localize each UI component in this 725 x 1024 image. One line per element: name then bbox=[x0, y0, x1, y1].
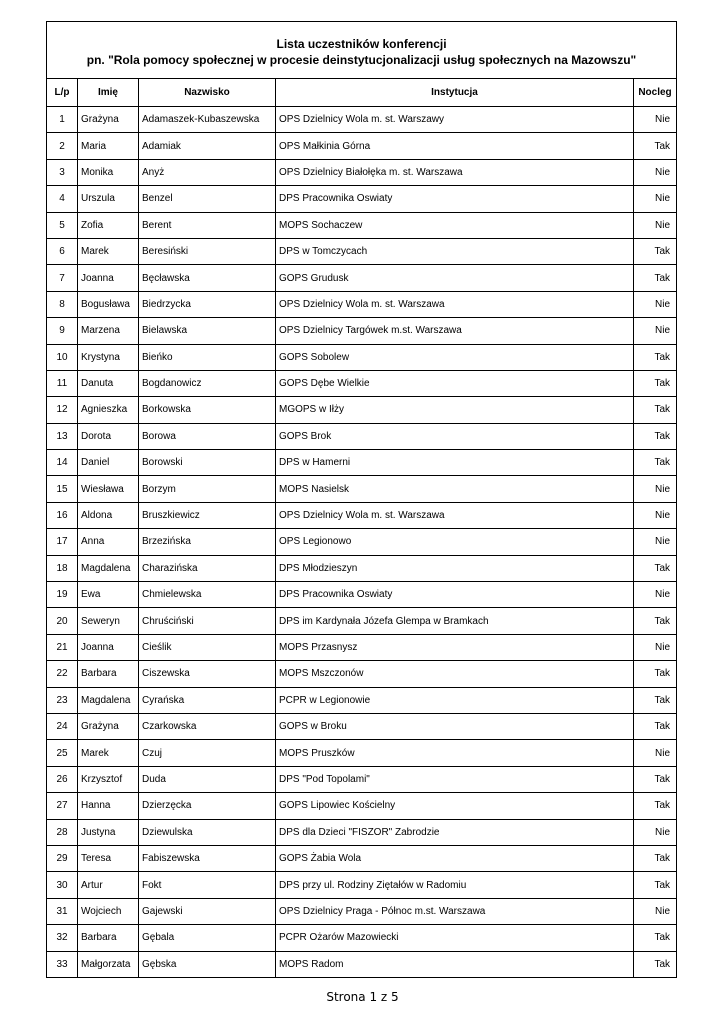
cell-nazwisko: Borkowska bbox=[139, 397, 276, 423]
cell-nazwisko: Ciszewska bbox=[139, 661, 276, 687]
cell-lp: 8 bbox=[47, 291, 78, 317]
table-row bbox=[47, 529, 677, 555]
cell-instytucja: MOPS Sochaczew bbox=[276, 212, 634, 238]
cell-nazwisko: Fabiszewska bbox=[139, 845, 276, 871]
cell-imie: Wojciech bbox=[78, 898, 139, 924]
cell-nazwisko: Brzezińska bbox=[139, 529, 276, 555]
cell-lp: 30 bbox=[47, 872, 78, 898]
cell-instytucja: OPS Dzielnicy Wola m. st. Warszawa bbox=[276, 502, 634, 528]
cell-instytucja: OPS Dzielnicy Praga - Północ m.st. Warszawa bbox=[276, 898, 634, 924]
cell-nocleg: Tak bbox=[634, 555, 677, 581]
cell-lp: 24 bbox=[47, 713, 78, 739]
title-line-1: Lista uczestników konferencji bbox=[276, 37, 447, 51]
table-row bbox=[47, 133, 677, 159]
cell-instytucja: PCPR Ożarów Mazowiecki bbox=[276, 925, 634, 951]
cell-lp: 33 bbox=[47, 951, 78, 977]
cell-nocleg: Nie bbox=[634, 107, 677, 133]
cell-lp: 19 bbox=[47, 582, 78, 608]
cell-nazwisko: Bęcławska bbox=[139, 265, 276, 291]
cell-imie: Małgorzata bbox=[78, 951, 139, 977]
cell-nocleg: Nie bbox=[634, 502, 677, 528]
cell-lp: 21 bbox=[47, 634, 78, 660]
cell-nocleg: Nie bbox=[634, 212, 677, 238]
cell-nocleg: Nie bbox=[634, 476, 677, 502]
table-row bbox=[47, 872, 677, 898]
cell-imie: Grażyna bbox=[78, 713, 139, 739]
cell-nazwisko: Bogdanowicz bbox=[139, 370, 276, 396]
cell-nazwisko: Charazińska bbox=[139, 555, 276, 581]
cell-nazwisko: Chruściński bbox=[139, 608, 276, 634]
cell-lp: 4 bbox=[47, 186, 78, 212]
page-footer: Strona 1 z 5 bbox=[326, 990, 399, 1004]
cell-lp: 25 bbox=[47, 740, 78, 766]
cell-nazwisko: Adamiak bbox=[139, 133, 276, 159]
table-row bbox=[47, 661, 677, 687]
cell-lp: 29 bbox=[47, 845, 78, 871]
cell-lp: 23 bbox=[47, 687, 78, 713]
cell-imie: Krzysztof bbox=[78, 766, 139, 792]
cell-instytucja: DPS "Pod Topolami" bbox=[276, 766, 634, 792]
cell-imie: Barbara bbox=[78, 925, 139, 951]
cell-imie: Monika bbox=[78, 159, 139, 185]
cell-nazwisko: Dziewulska bbox=[139, 819, 276, 845]
cell-imie: Daniel bbox=[78, 450, 139, 476]
cell-nocleg: Nie bbox=[634, 740, 677, 766]
cell-lp: 10 bbox=[47, 344, 78, 370]
cell-lp: 28 bbox=[47, 819, 78, 845]
header-imie: Imię bbox=[78, 79, 139, 107]
table-row bbox=[47, 107, 677, 133]
cell-nazwisko: Biedrzycka bbox=[139, 291, 276, 317]
cell-nazwisko: Borowski bbox=[139, 450, 276, 476]
cell-nocleg: Tak bbox=[634, 661, 677, 687]
cell-imie: Bogusława bbox=[78, 291, 139, 317]
cell-lp: 13 bbox=[47, 423, 78, 449]
cell-nazwisko: Adamaszek-Kubaszewska bbox=[139, 107, 276, 133]
cell-nocleg: Tak bbox=[634, 133, 677, 159]
cell-nocleg: Nie bbox=[634, 529, 677, 555]
cell-instytucja: GOPS Grudusk bbox=[276, 265, 634, 291]
header-lp: L/p bbox=[47, 79, 78, 107]
cell-instytucja: DPS w Tomczycach bbox=[276, 238, 634, 264]
cell-nazwisko: Czarkowska bbox=[139, 713, 276, 739]
cell-instytucja: OPS Dzielnicy Wola m. st. Warszawy bbox=[276, 107, 634, 133]
cell-imie: Zofia bbox=[78, 212, 139, 238]
cell-lp: 22 bbox=[47, 661, 78, 687]
cell-lp: 32 bbox=[47, 925, 78, 951]
cell-nocleg: Tak bbox=[634, 423, 677, 449]
cell-instytucja: DPS w Hamerni bbox=[276, 450, 634, 476]
table-row bbox=[47, 925, 677, 951]
cell-instytucja: GOPS w Broku bbox=[276, 713, 634, 739]
cell-lp: 9 bbox=[47, 318, 78, 344]
cell-nocleg: Nie bbox=[634, 819, 677, 845]
table-row bbox=[47, 898, 677, 924]
cell-nocleg: Tak bbox=[634, 713, 677, 739]
table-row bbox=[47, 687, 677, 713]
cell-instytucja: MOPS Radom bbox=[276, 951, 634, 977]
cell-instytucja: DPS przy ul. Rodziny Ziętałów w Radomiu bbox=[276, 872, 634, 898]
cell-lp: 6 bbox=[47, 238, 78, 264]
cell-imie: Danuta bbox=[78, 370, 139, 396]
table-row bbox=[47, 186, 677, 212]
cell-imie: Wiesława bbox=[78, 476, 139, 502]
cell-imie: Hanna bbox=[78, 793, 139, 819]
table-row bbox=[47, 502, 677, 528]
cell-instytucja: DPS im Kardynała Józefa Glempa w Bramkach bbox=[276, 608, 634, 634]
cell-instytucja: GOPS Brok bbox=[276, 423, 634, 449]
header-nazwisko: Nazwisko bbox=[139, 79, 276, 107]
cell-imie: Marzena bbox=[78, 318, 139, 344]
table-row bbox=[47, 582, 677, 608]
cell-lp: 15 bbox=[47, 476, 78, 502]
participant-list-sheet bbox=[46, 21, 676, 978]
table-row bbox=[47, 212, 677, 238]
cell-lp: 5 bbox=[47, 212, 78, 238]
table-row bbox=[47, 238, 677, 264]
cell-nazwisko: Dzierzęcka bbox=[139, 793, 276, 819]
cell-instytucja: OPS Małkinia Górna bbox=[276, 133, 634, 159]
cell-nazwisko: Bruszkiewicz bbox=[139, 502, 276, 528]
cell-imie: Justyna bbox=[78, 819, 139, 845]
table-row bbox=[47, 951, 677, 977]
cell-imie: Barbara bbox=[78, 661, 139, 687]
cell-nocleg: Tak bbox=[634, 872, 677, 898]
cell-imie: Magdalena bbox=[78, 555, 139, 581]
cell-instytucja: DPS Pracownika Oswiaty bbox=[276, 186, 634, 212]
header-nocleg: Nocleg bbox=[634, 79, 677, 107]
cell-nocleg: Nie bbox=[634, 634, 677, 660]
table-row bbox=[47, 397, 677, 423]
header-instytucja: Instytucja bbox=[276, 79, 634, 107]
table-row bbox=[47, 819, 677, 845]
cell-nocleg: Nie bbox=[634, 898, 677, 924]
table-row bbox=[47, 291, 677, 317]
cell-nocleg: Tak bbox=[634, 238, 677, 264]
cell-imie: Dorota bbox=[78, 423, 139, 449]
cell-instytucja: MOPS Nasielsk bbox=[276, 476, 634, 502]
cell-nocleg: Tak bbox=[634, 687, 677, 713]
table-row bbox=[47, 370, 677, 396]
cell-nazwisko: Bieńko bbox=[139, 344, 276, 370]
cell-nazwisko: Czuj bbox=[139, 740, 276, 766]
table-row bbox=[47, 318, 677, 344]
cell-nazwisko: Borzym bbox=[139, 476, 276, 502]
cell-nazwisko: Cyrańska bbox=[139, 687, 276, 713]
table-row bbox=[47, 713, 677, 739]
cell-imie: Teresa bbox=[78, 845, 139, 871]
header-row bbox=[47, 79, 677, 107]
title-line-2: pn. "Rola pomocy społecznej w procesie deinstytucjonalizacji usług społecznych na Mazowszu" bbox=[86, 53, 637, 67]
document-title bbox=[47, 22, 677, 79]
cell-instytucja: PCPR w Legionowie bbox=[276, 687, 634, 713]
cell-lp: 27 bbox=[47, 793, 78, 819]
cell-lp: 11 bbox=[47, 370, 78, 396]
cell-imie: Grażyna bbox=[78, 107, 139, 133]
table-row bbox=[47, 766, 677, 792]
cell-nazwisko: Anyż bbox=[139, 159, 276, 185]
table-row bbox=[47, 793, 677, 819]
table-row bbox=[47, 159, 677, 185]
table-row bbox=[47, 608, 677, 634]
cell-lp: 3 bbox=[47, 159, 78, 185]
cell-nocleg: Tak bbox=[634, 951, 677, 977]
cell-instytucja: DPS Młodzieszyn bbox=[276, 555, 634, 581]
cell-nazwisko: Borowa bbox=[139, 423, 276, 449]
cell-nazwisko: Cieślik bbox=[139, 634, 276, 660]
cell-nazwisko: Duda bbox=[139, 766, 276, 792]
cell-nazwisko: Beresiński bbox=[139, 238, 276, 264]
cell-lp: 12 bbox=[47, 397, 78, 423]
cell-instytucja: OPS Dzielnicy Targówek m.st. Warszawa bbox=[276, 318, 634, 344]
cell-nocleg: Tak bbox=[634, 608, 677, 634]
cell-nocleg: Tak bbox=[634, 450, 677, 476]
cell-nocleg: Nie bbox=[634, 159, 677, 185]
cell-imie: Ewa bbox=[78, 582, 139, 608]
table-row bbox=[47, 845, 677, 871]
cell-instytucja: GOPS Żabia Wola bbox=[276, 845, 634, 871]
table-row bbox=[47, 423, 677, 449]
cell-lp: 16 bbox=[47, 502, 78, 528]
cell-nocleg: Nie bbox=[634, 186, 677, 212]
cell-nazwisko: Berent bbox=[139, 212, 276, 238]
cell-imie: Agnieszka bbox=[78, 397, 139, 423]
cell-instytucja: GOPS Dębe Wielkie bbox=[276, 370, 634, 396]
table-row bbox=[47, 450, 677, 476]
cell-nocleg: Tak bbox=[634, 925, 677, 951]
cell-nocleg: Tak bbox=[634, 397, 677, 423]
cell-nazwisko: Gębska bbox=[139, 951, 276, 977]
cell-nazwisko: Fokt bbox=[139, 872, 276, 898]
cell-instytucja: MOPS Przasnysz bbox=[276, 634, 634, 660]
cell-imie: Marek bbox=[78, 238, 139, 264]
cell-imie: Seweryn bbox=[78, 608, 139, 634]
cell-nocleg: Tak bbox=[634, 344, 677, 370]
cell-imie: Marek bbox=[78, 740, 139, 766]
cell-nazwisko: Chmielewska bbox=[139, 582, 276, 608]
cell-imie: Anna bbox=[78, 529, 139, 555]
cell-nocleg: Nie bbox=[634, 318, 677, 344]
cell-instytucja: MOPS Mszczonów bbox=[276, 661, 634, 687]
cell-nocleg: Tak bbox=[634, 370, 677, 396]
cell-nocleg: Tak bbox=[634, 845, 677, 871]
cell-instytucja: GOPS Sobolew bbox=[276, 344, 634, 370]
cell-instytucja: MOPS Pruszków bbox=[276, 740, 634, 766]
cell-instytucja: OPS Legionowo bbox=[276, 529, 634, 555]
cell-instytucja: DPS dla Dzieci "FISZOR" Zabrodzie bbox=[276, 819, 634, 845]
table-row bbox=[47, 740, 677, 766]
cell-lp: 20 bbox=[47, 608, 78, 634]
cell-lp: 31 bbox=[47, 898, 78, 924]
cell-imie: Joanna bbox=[78, 634, 139, 660]
cell-lp: 26 bbox=[47, 766, 78, 792]
cell-instytucja: OPS Dzielnicy Białołęka m. st. Warszawa bbox=[276, 159, 634, 185]
cell-nazwisko: Gajewski bbox=[139, 898, 276, 924]
cell-instytucja: DPS Pracownika Oswiaty bbox=[276, 582, 634, 608]
table-row bbox=[47, 344, 677, 370]
cell-nazwisko: Bielawska bbox=[139, 318, 276, 344]
cell-nocleg: Tak bbox=[634, 265, 677, 291]
cell-imie: Urszula bbox=[78, 186, 139, 212]
cell-instytucja: OPS Dzielnicy Wola m. st. Warszawa bbox=[276, 291, 634, 317]
table-row bbox=[47, 555, 677, 581]
cell-nazwisko: Benzel bbox=[139, 186, 276, 212]
cell-lp: 18 bbox=[47, 555, 78, 581]
table-row bbox=[47, 634, 677, 660]
cell-imie: Aldona bbox=[78, 502, 139, 528]
cell-imie: Magdalena bbox=[78, 687, 139, 713]
cell-lp: 1 bbox=[47, 107, 78, 133]
cell-lp: 14 bbox=[47, 450, 78, 476]
cell-imie: Maria bbox=[78, 133, 139, 159]
cell-nocleg: Nie bbox=[634, 291, 677, 317]
cell-nazwisko: Gębala bbox=[139, 925, 276, 951]
cell-imie: Artur bbox=[78, 872, 139, 898]
cell-lp: 7 bbox=[47, 265, 78, 291]
cell-lp: 2 bbox=[47, 133, 78, 159]
cell-imie: Krystyna bbox=[78, 344, 139, 370]
cell-imie: Joanna bbox=[78, 265, 139, 291]
table-body bbox=[47, 107, 677, 978]
cell-instytucja: GOPS Lipowiec Kościelny bbox=[276, 793, 634, 819]
cell-nocleg: Tak bbox=[634, 766, 677, 792]
cell-lp: 17 bbox=[47, 529, 78, 555]
participants-table bbox=[46, 21, 677, 978]
table-row bbox=[47, 265, 677, 291]
table-row bbox=[47, 476, 677, 502]
cell-nocleg: Tak bbox=[634, 793, 677, 819]
cell-nocleg: Nie bbox=[634, 582, 677, 608]
cell-instytucja: MGOPS w Iłży bbox=[276, 397, 634, 423]
